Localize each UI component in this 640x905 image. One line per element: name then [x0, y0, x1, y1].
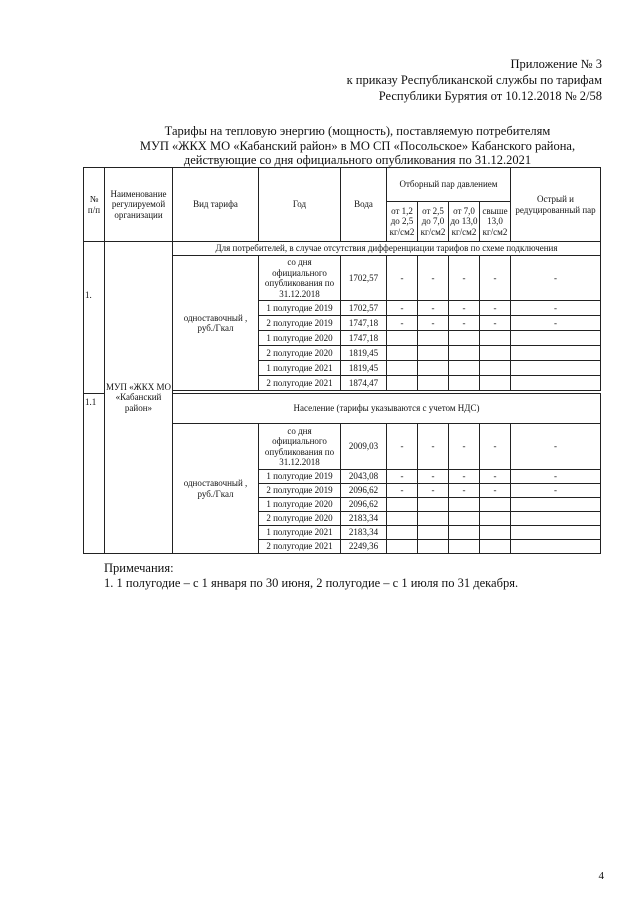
steam-value	[449, 346, 480, 361]
header-steam-col: от 2,5 до 7,0 кг/см2	[418, 202, 449, 242]
steam-value	[418, 376, 449, 391]
water-value: 1747,18	[341, 331, 387, 346]
steam-value	[480, 331, 511, 346]
steam-value	[418, 331, 449, 346]
tariff-type: одноставочный , руб./Гкал	[173, 424, 259, 554]
steam-value: -	[418, 316, 449, 331]
title-line: Тарифы на тепловую энергию (мощность), поставляемую потребителям	[164, 124, 551, 138]
header-steam-col: свыше 13,0 кг/см2	[480, 202, 511, 242]
document-title	[105, 124, 610, 168]
steam-value: -	[387, 424, 418, 470]
steam-value: -	[387, 470, 418, 484]
sharp-value	[511, 512, 601, 526]
header-sharp-steam: Острый и редуцированный пар	[511, 168, 601, 242]
steam-value	[449, 331, 480, 346]
steam-value	[480, 512, 511, 526]
header-steam-col: от 7,0 до 13,0 кг/см2	[449, 202, 480, 242]
period-cell: 2 полугодие 2020	[259, 346, 341, 361]
header-steam-col: от 1,2 до 2,5 кг/см2	[387, 202, 418, 242]
period-cell: 1 полугодие 2020	[259, 331, 341, 346]
steam-value	[387, 498, 418, 512]
period-cell: 1 полугодие 2019	[259, 301, 341, 316]
steam-value: -	[449, 424, 480, 470]
org-name: МУП «ЖКХ МО «Кабанский район»	[105, 242, 173, 554]
sharp-value	[511, 526, 601, 540]
steam-value: -	[387, 316, 418, 331]
row-number: 1.	[84, 242, 105, 394]
steam-value	[387, 346, 418, 361]
steam-value: -	[449, 301, 480, 316]
tariff-type: одноставочный , руб./Гкал	[173, 256, 259, 391]
period-cell: 2 полугодие 2020	[259, 512, 341, 526]
sharp-value: -	[511, 424, 601, 470]
steam-value	[480, 498, 511, 512]
sharp-value: -	[511, 484, 601, 498]
steam-value	[387, 361, 418, 376]
notes-heading: Примечания:	[104, 561, 174, 575]
steam-value	[418, 346, 449, 361]
steam-value	[418, 498, 449, 512]
water-value: 1874,47	[341, 376, 387, 391]
sharp-value	[511, 361, 601, 376]
water-value: 1819,45	[341, 346, 387, 361]
steam-value	[480, 526, 511, 540]
appendix-header	[347, 56, 602, 104]
title-line: действующие со дня официального опубликования по 31.12.2021	[183, 153, 532, 167]
tariff-table	[83, 167, 601, 554]
section-title: Население (тарифы указываются с учетом НДС)	[173, 394, 601, 424]
steam-value: -	[480, 316, 511, 331]
steam-value	[418, 526, 449, 540]
steam-value	[480, 361, 511, 376]
steam-value	[387, 540, 418, 554]
water-value: 2096,62	[341, 484, 387, 498]
period-cell: 1 полугодие 2021	[259, 361, 341, 376]
water-value: 2096,62	[341, 498, 387, 512]
steam-value: -	[449, 316, 480, 331]
period-cell: 1 полугодие 2020	[259, 498, 341, 512]
steam-value: -	[449, 470, 480, 484]
steam-value	[449, 376, 480, 391]
steam-value	[387, 512, 418, 526]
notes	[104, 561, 518, 591]
steam-value	[387, 331, 418, 346]
steam-value	[449, 361, 480, 376]
appendix-line: Приложение № 3	[510, 57, 602, 71]
header-tariff-type: Вид тарифа	[173, 168, 259, 242]
header-num: № п/п	[84, 168, 105, 242]
sharp-value	[511, 331, 601, 346]
steam-value: -	[418, 301, 449, 316]
steam-value	[387, 526, 418, 540]
appendix-line: к приказу Республиканской службы по тарифам	[346, 73, 602, 87]
sharp-value: -	[511, 301, 601, 316]
period-cell: со дня официального опубликования по 31.12.2018	[259, 256, 341, 301]
steam-value	[480, 540, 511, 554]
steam-value	[418, 540, 449, 554]
water-value: 1747,18	[341, 316, 387, 331]
water-value: 1819,45	[341, 361, 387, 376]
period-cell: 2 полугодие 2021	[259, 540, 341, 554]
header-steam-group: Отборный пар давлением	[387, 168, 511, 202]
sharp-value: -	[511, 316, 601, 331]
title-line: МУП «ЖКХ МО «Кабанский район» в МО СП «Посольское» Кабанского района,	[139, 138, 576, 153]
sharp-value: -	[511, 470, 601, 484]
period-cell: 1 полугодие 2019	[259, 470, 341, 484]
steam-value: -	[418, 256, 449, 301]
section-title: Для потребителей, в случае отсутствия дифференциации тарифов по схеме подключения	[173, 242, 601, 256]
water-value: 2183,34	[341, 526, 387, 540]
steam-value	[449, 498, 480, 512]
steam-value: -	[449, 256, 480, 301]
steam-value	[418, 361, 449, 376]
steam-value	[387, 376, 418, 391]
header-water: Вода	[341, 168, 387, 242]
water-value: 2183,34	[341, 512, 387, 526]
water-value: 2009,03	[341, 424, 387, 470]
period-cell: 2 полугодие 2019	[259, 484, 341, 498]
steam-value: -	[418, 424, 449, 470]
steam-value: -	[449, 484, 480, 498]
sharp-value	[511, 540, 601, 554]
steam-value	[449, 512, 480, 526]
steam-value: -	[418, 470, 449, 484]
header-year: Год	[259, 168, 341, 242]
period-cell: со дня официального опубликования по 31.12.2018	[259, 424, 341, 470]
water-value: 1702,57	[341, 301, 387, 316]
steam-value: -	[480, 484, 511, 498]
steam-value: -	[480, 470, 511, 484]
steam-value: -	[387, 484, 418, 498]
steam-value	[449, 526, 480, 540]
period-cell: 2 полугодие 2021	[259, 376, 341, 391]
steam-value: -	[480, 424, 511, 470]
steam-value: -	[418, 484, 449, 498]
steam-value	[418, 512, 449, 526]
steam-value: -	[387, 256, 418, 301]
water-value: 1702,57	[341, 256, 387, 301]
steam-value	[480, 346, 511, 361]
header-org: Наименование регулируемой организации	[105, 168, 173, 242]
sharp-value	[511, 376, 601, 391]
page-number: 4	[598, 870, 604, 882]
steam-value	[480, 376, 511, 391]
appendix-line: Республики Бурятия от 10.12.2018 № 2/58	[378, 89, 602, 103]
sharp-value	[511, 346, 601, 361]
steam-value: -	[480, 301, 511, 316]
water-value: 2043,08	[341, 470, 387, 484]
water-value: 2249,36	[341, 540, 387, 554]
row-number: 1.1	[84, 394, 105, 554]
period-cell: 2 полугодие 2019	[259, 316, 341, 331]
steam-value	[449, 540, 480, 554]
steam-value: -	[387, 301, 418, 316]
sharp-value	[511, 498, 601, 512]
steam-value: -	[480, 256, 511, 301]
note-item: 1. 1 полугодие – с 1 января по 30 июня, 2 полугодие – с 1 июля по 31 декабря.	[104, 576, 519, 590]
sharp-value: -	[511, 256, 601, 301]
period-cell: 1 полугодие 2021	[259, 526, 341, 540]
